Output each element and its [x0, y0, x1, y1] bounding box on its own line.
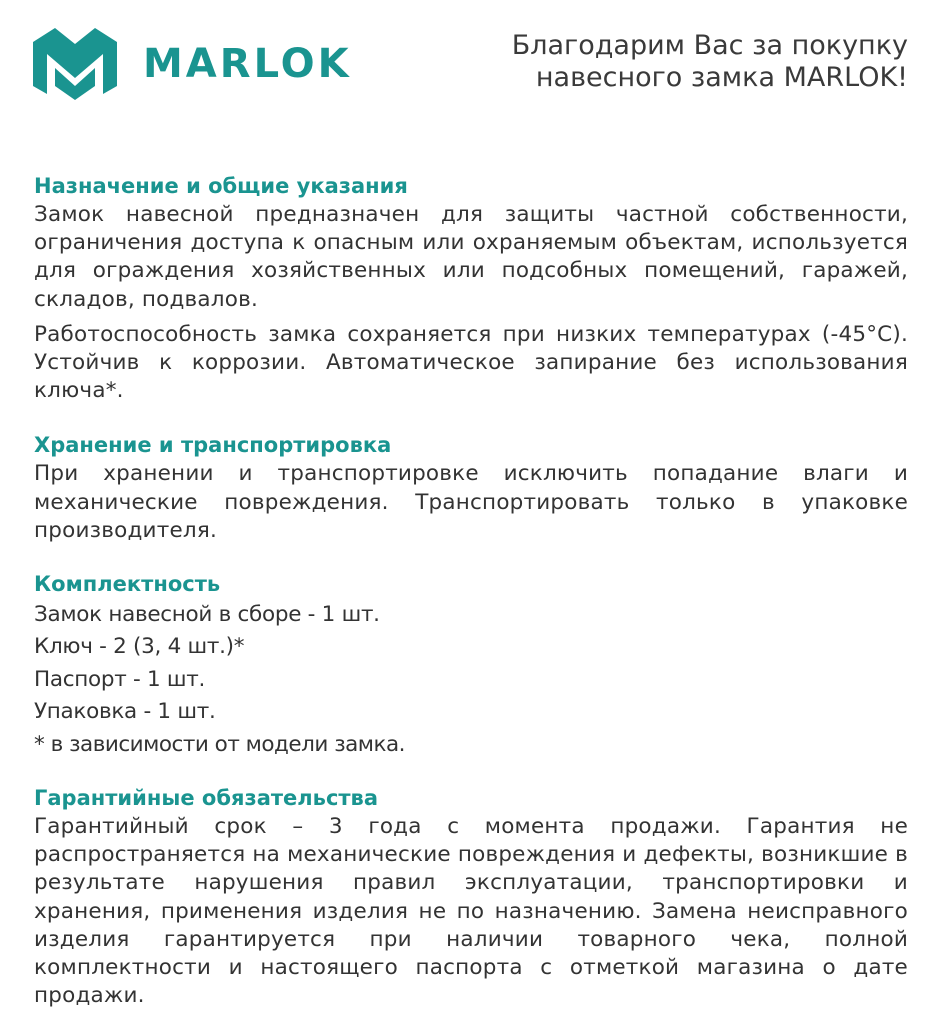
- section-title-purpose: Назначение и общие указания: [34, 174, 408, 198]
- section-contents: [34, 569, 908, 761]
- section-storage: [34, 430, 908, 545]
- brand-name: MARLOK: [143, 41, 352, 87]
- contents-item-package: Упаковка - 1 шт.: [34, 699, 216, 725]
- contents-footnote: * в зависимости от модели замка.: [34, 731, 406, 757]
- purpose-paragraph-2: Работоспособность замка сохраняется при низких температурах (-45°С). Устойчив к коррозии. Автоматическое запирание без использования ключа*.: [34, 321, 908, 404]
- section-title-warranty: Гарантийные обязательства: [34, 786, 379, 811]
- marlok-logo-icon: [33, 28, 117, 100]
- section-title-storage: Хранение и транспортировка: [34, 433, 392, 458]
- brand-logo: [33, 28, 393, 104]
- thank-you-line-1: Благодарим Вас за покупку: [511, 30, 908, 61]
- section-purpose: [34, 171, 908, 405]
- warranty-paragraph: Гарантийный срок – 3 года с момента продажи. Гарантия не распространяется на механические повреждения и дефекты, возникшие в результате нарушения правил эксплуатации, транспортировки и хранения, применения изделия не по назначению. Замена неисправного изделия гарантируется при наличии товарного чека, полной комплектности и настоящего паспорта с отметкой магазина о дате продажи.: [34, 814, 908, 1009]
- storage-paragraph: При хранении и транспортировке исключить попадание влаги и механические повреждения. Транспортировать только в упаковке производителя.: [34, 461, 908, 543]
- thank-you-line-2: навесного замка MARLOK!: [535, 62, 908, 93]
- section-warranty: [34, 783, 908, 1010]
- purpose-paragraph-1: Замок навесной предназначен для защиты частной собственности, ограничения доступа к опасным или охраняемым объектам, используется для ограждения хозяйственных или подсобных помещений, гаражей, складов, подвалов.: [34, 202, 908, 312]
- contents-item-keys: Ключ - 2 (3, 4 шт.)*: [34, 634, 245, 660]
- document-body: [34, 171, 908, 1010]
- page-header: [0, 0, 939, 140]
- contents-item-passport: Паспорт - 1 шт.: [34, 666, 206, 692]
- contents-item-lock: Замок навесной в сборе - 1 шт.: [34, 602, 380, 628]
- section-title-contents: Комплектность: [34, 572, 221, 597]
- thank-you-message: [428, 30, 908, 94]
